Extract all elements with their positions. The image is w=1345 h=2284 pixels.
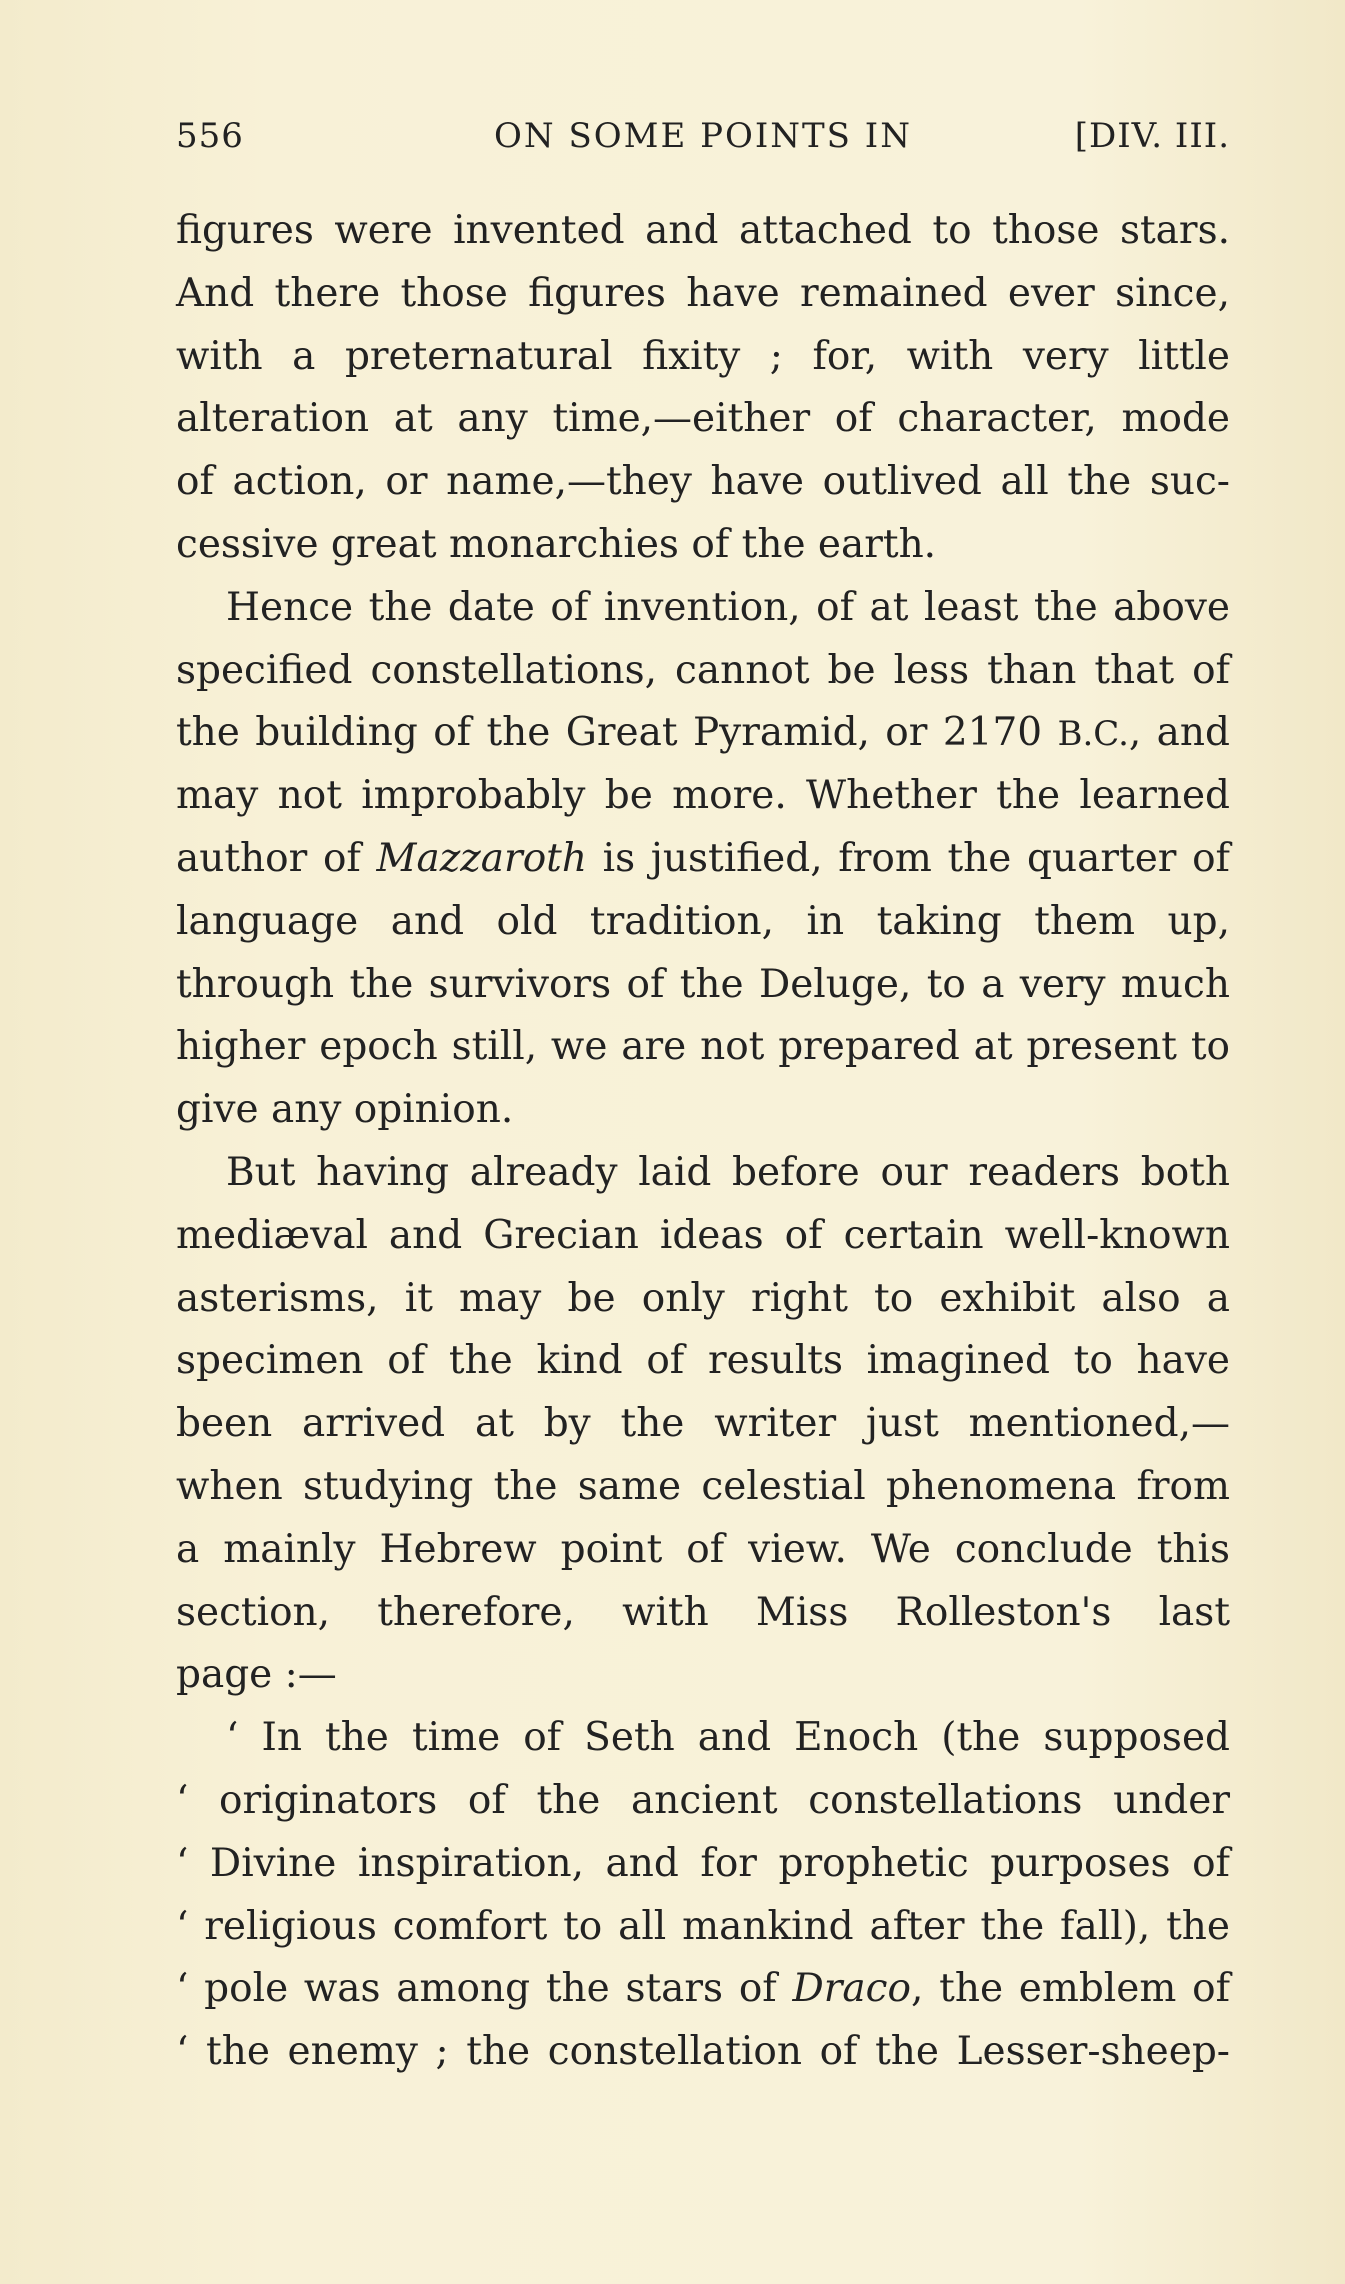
division-label: [DIV. III. [1074, 116, 1230, 156]
text-line: Hence the date of invention, of at least the above [226, 584, 1230, 630]
era-abbreviation: B.C. [1057, 714, 1129, 755]
quote-line: ‘ In the time of Seth and Enoch (the supposed [226, 1715, 1230, 1761]
text-line: been arrived at by the writer just mentioned,— [176, 1401, 1230, 1447]
quote-line: ‘ religious comfort to all mankind after the fall), the [176, 1903, 1230, 1949]
text-line: a mainly Hebrew point of view. We conclude this [176, 1526, 1230, 1572]
text-line: when studying the same celestial phenomena from [176, 1463, 1230, 1509]
text-line: asterisms, it may be only right to exhibit also a [176, 1275, 1230, 1321]
text-line: figures were invented and attached to those stars. [176, 208, 1230, 253]
text-line: through the survivors of the Deluge, to a very much [176, 961, 1230, 1007]
text-line [176, 828, 1230, 891]
book-title-mazzaroth: Mazzaroth [376, 835, 587, 881]
text-segment: pole was among the stars of [188, 1966, 793, 2012]
text-line: language and old tradition, in taking them up, [176, 898, 1230, 944]
text-segment: , the emblem of [911, 1966, 1230, 2012]
quote-line: ‘ originators of the ancient constellations under [176, 1777, 1230, 1823]
page-number: 556 [176, 116, 244, 156]
text-line: specimen of the kind of results imagined to have [176, 1338, 1230, 1384]
text-line: alteration at any time,—either of character, mode [176, 396, 1230, 442]
constellation-draco: Draco [792, 1966, 911, 2012]
text-line: give any opinion. [176, 1087, 514, 1133]
text-segment: the building of the Great Pyramid, or 2170 [176, 710, 1058, 756]
quote-line: ‘ Divine inspiration, and for prophetic purposes of [176, 1840, 1230, 1886]
text-line: mediæval and Grecian ideas of certain well-known [176, 1212, 1230, 1258]
text-line: cessive great monarchies of the earth. [176, 521, 937, 567]
text-line: higher epoch still, we are not prepared at present to [176, 1024, 1230, 1070]
quote-line: ‘ the enemy ; the constellation of the Lesser-sheep- [176, 2029, 1230, 2075]
text-line: of action, or name,—they have outlived all the suc- [176, 459, 1230, 505]
page-body-text [176, 200, 1230, 2084]
running-header [176, 116, 1230, 168]
quote-mark: ‘ [176, 1966, 189, 2012]
running-title: ON SOME POINTS IN [494, 116, 912, 156]
text-line: specified constellations, cannot be less than that of [176, 647, 1230, 693]
text-segment: author of [176, 835, 377, 881]
text-line: page :— [176, 1652, 337, 1698]
text-line: may not improbably be more. Whether the learned [176, 773, 1230, 819]
quote-line [176, 1958, 1230, 2021]
text-line: But having already laid before our readers both [226, 1149, 1230, 1195]
text-line: And there those figures have remained ever since, [176, 270, 1230, 316]
text-segment: , and [1128, 710, 1230, 756]
text-line: with a preternatural fixity ; for, with very little [176, 333, 1230, 379]
text-segment: is justified, from the quarter of [586, 835, 1230, 881]
text-line [176, 702, 1230, 765]
text-line: section, therefore, with Miss Rolleston's last [176, 1589, 1230, 1635]
